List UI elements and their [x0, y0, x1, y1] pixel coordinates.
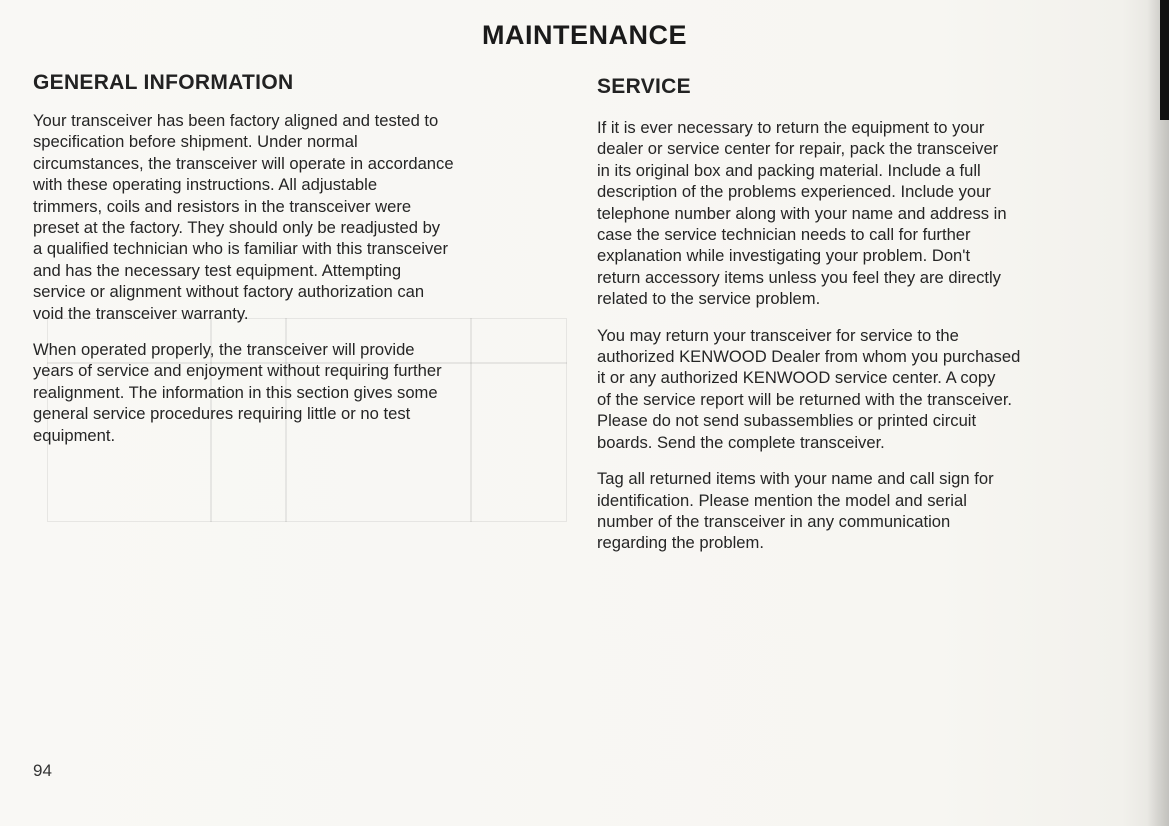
service-paragraph: If it is ever necessary to return the equipment to your dealer or service center for repair, pack the transceiver in its original box and packing material. Include a full description of the problems experienced. Include your telephone number along with your name and address in case the service technician needs to call for further explanation while investigating your problem. Don't return accessory items unless you feel they are directly related to the service problem.	[597, 118, 1007, 309]
general-information-body	[33, 110, 563, 461]
service-body	[597, 117, 1127, 569]
page-number: 94	[33, 761, 52, 780]
general-information-heading: GENERAL INFORMATION	[33, 71, 294, 94]
service-paragraph: You may return your transceiver for service to the authorized KENWOOD Dealer from whom you purchased it or any authorized KENWOOD service center. A copy of the service report will be returned with the transceiver. Please do not send subassemblies or printed circuit boards. Send the complete transceiver.	[597, 325, 1021, 452]
binding-edge-shadow	[1147, 0, 1169, 826]
general-information-paragraph: When operated properly, the transceiver will provide years of service and enjoyment without requiring further realignment. The information in this section gives some general service procedures requiring little or no test equipment.	[33, 340, 442, 445]
service-heading: SERVICE	[597, 75, 691, 98]
page-header: MAINTENANCE	[482, 20, 687, 50]
edge-tab-mark	[1160, 0, 1169, 120]
service-paragraph: Tag all returned items with your name and call sign for identification. Please mention the model and serial number of the transceiver in any communication regarding the problem.	[597, 469, 994, 553]
general-information-paragraph: Your transceiver has been factory aligned and tested to specification before shipment. Under normal circumstances, the transceiver will operate in accordance with these operating instructions. All adjustable trimmers, coils and resistors in the transceiver were preset at the factory. They should only be readjusted by a qualified technician who is familiar with this transceiver and has the necessary test equipment. Attempting service or alignment without factory authorization can void the transceiver warranty.	[33, 111, 454, 323]
